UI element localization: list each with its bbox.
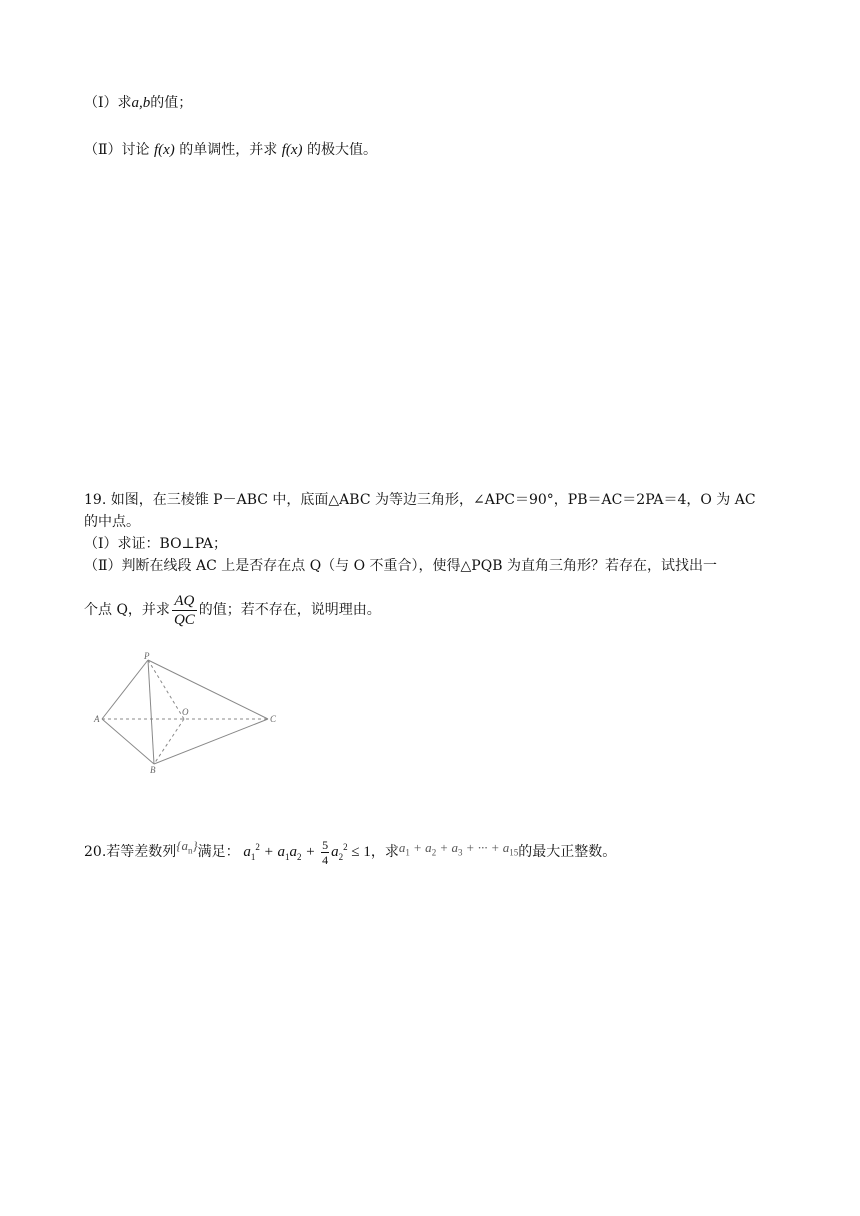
q19-part2: （Ⅱ）判断在线段 AC 上是否存在点 Q（与 O 不重合），使得△PQB 为直角三角形？若存在，试找出一 — [84, 558, 717, 574]
q20-seq-open: {a — [176, 838, 188, 853]
q19-part1: （Ⅰ）求证：BO⊥PA； — [84, 536, 227, 552]
q19-ratio-fraction — [172, 592, 197, 629]
q18-part1-prefix: （Ⅰ）求 — [84, 95, 132, 111]
edge-PC — [148, 660, 268, 719]
q20-inequality: $a_1^2 + a_1a_2$ + $\frac{5}{4}$ $a_2^2 \le 1$ — [239, 838, 371, 868]
q20-seq-sub: n — [187, 845, 193, 856]
q18-part1-suffix: 的值； — [150, 95, 193, 111]
pyramid-figure — [92, 652, 292, 774]
q19-part2b — [84, 590, 381, 630]
q19-part2b-prefix: 个点 Q，并求 — [84, 602, 170, 618]
label-C: C — [270, 714, 277, 724]
q20-mid2: ，求 — [370, 844, 399, 860]
q19-line2: 的中点。 — [84, 514, 140, 530]
q19-ratio-numerator: AQ — [172, 592, 197, 611]
edge-BC — [154, 719, 268, 764]
q18-part2 — [84, 140, 377, 160]
q18-part2-prefix: （Ⅱ）讨论 — [84, 142, 150, 158]
q18-part2-mid: 的单调性，并求 — [179, 142, 278, 158]
q20-suffix: 的最大正整数。 — [518, 844, 617, 860]
q20-frac-den: 4 — [322, 853, 329, 868]
edge-PA — [102, 660, 148, 719]
q18-part1-math: a,b — [131, 95, 151, 111]
edge-AB — [102, 719, 154, 764]
q18-part2-fx2: f(x) — [281, 142, 303, 158]
edge-PB — [148, 660, 154, 764]
q20-sequence-symbol — [176, 838, 198, 856]
q20-fraction — [321, 838, 329, 867]
q20-prefix: 20.若等差数列 — [84, 844, 177, 860]
q20-seq-close: } — [192, 838, 198, 853]
q19-line1: 19. 如图，在三棱锥 P－ABC 中，底面△ABC 为等边三角形，∠APC＝90°，PB＝AC＝2PA＝4，O 为 AC — [84, 492, 756, 508]
q20-sum-expression: $a_1 + a_2 + a_3$ + ··· + $a_{15}$ — [398, 840, 519, 858]
q20-sum-last-index: 15 — [509, 847, 519, 858]
q19-part2b-suffix: 的值；若不存在，说明理由。 — [198, 602, 381, 618]
q19-ratio-denominator: QC — [173, 611, 195, 628]
label-P: P — [144, 652, 150, 661]
label-B: B — [150, 765, 156, 774]
q20-ineq-rest: ≤ 1 — [351, 844, 371, 860]
q20-frac-num: 5 — [322, 838, 329, 853]
q18-part2-suffix: 的极大值。 — [306, 142, 377, 158]
q18-part2-fx1: f(x) — [153, 142, 175, 158]
label-O: O — [182, 707, 189, 717]
label-A: A — [94, 714, 100, 724]
q20-line — [84, 826, 616, 877]
q20-mid: 满足： — [197, 844, 240, 860]
q18-part1 — [84, 93, 192, 113]
edge-OB-hidden — [154, 719, 184, 764]
